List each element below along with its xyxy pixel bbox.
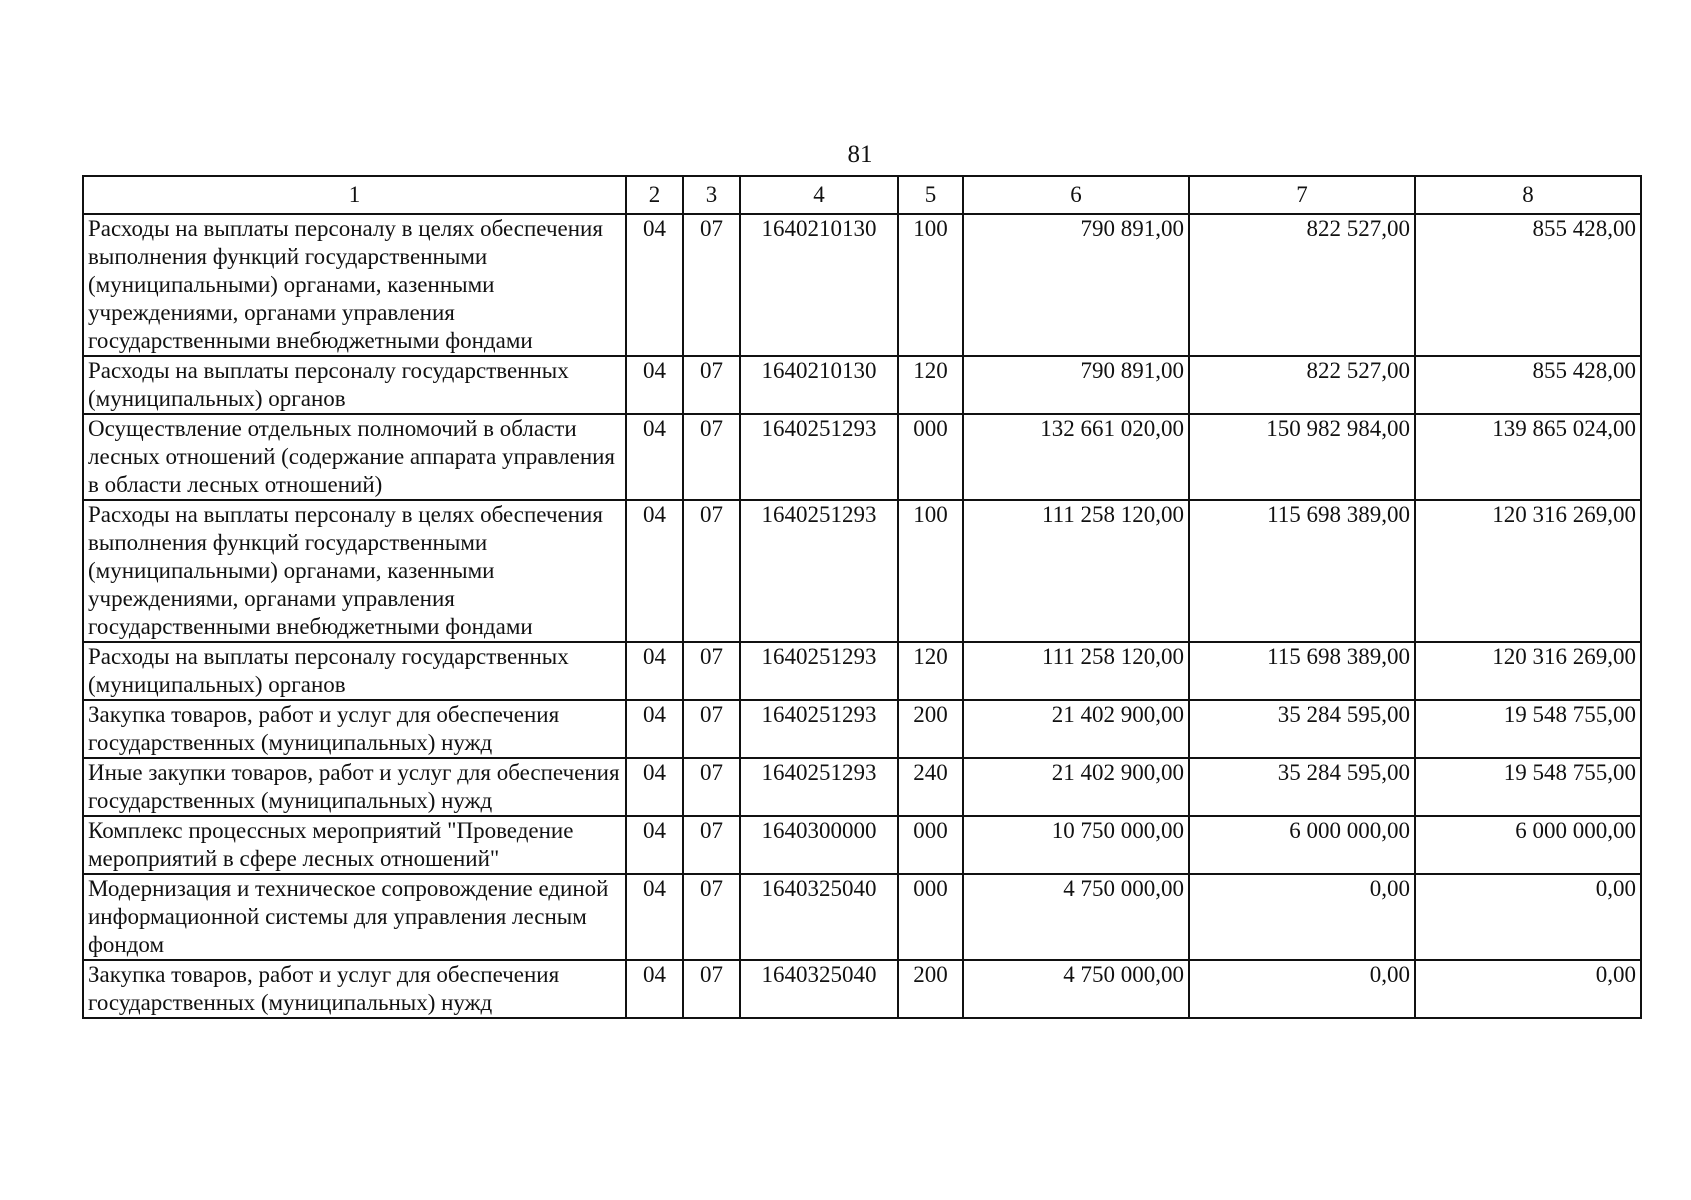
row-subsection: 07 [683,700,740,758]
row-expense-type: 120 [898,356,963,414]
header-cell: 7 [1189,176,1415,214]
row-target-article: 1640251293 [740,758,898,816]
row-amount-col6: 790 891,00 [963,356,1189,414]
row-subsection: 07 [683,500,740,642]
row-target-article: 1640251293 [740,414,898,500]
row-subsection: 07 [683,960,740,1018]
row-section: 04 [626,700,683,758]
row-amount-col7: 115 698 389,00 [1189,642,1415,700]
row-amount-col6: 4 750 000,00 [963,960,1189,1018]
budget-table [82,175,1642,1019]
row-name: Модернизация и техническое сопровождение единой информационной системы для управления лесным фондом [83,874,626,960]
row-section: 04 [626,758,683,816]
table-row [83,758,1641,816]
row-amount-col7: 822 527,00 [1189,356,1415,414]
row-expense-type: 000 [898,874,963,960]
row-subsection: 07 [683,816,740,874]
row-amount-col7: 35 284 595,00 [1189,758,1415,816]
row-amount-col6: 132 661 020,00 [963,414,1189,500]
row-amount-col6: 21 402 900,00 [963,758,1189,816]
row-name: Закупка товаров, работ и услуг для обеспечения государственных (муниципальных) нужд [83,960,626,1018]
row-target-article: 1640251293 [740,500,898,642]
row-target-article: 1640325040 [740,874,898,960]
page-number: 81 [847,141,873,168]
row-section: 04 [626,356,683,414]
row-expense-type: 200 [898,960,963,1018]
row-amount-col7: 150 982 984,00 [1189,414,1415,500]
row-target-article: 1640210130 [740,214,898,356]
row-expense-type: 000 [898,414,963,500]
table-row [83,700,1641,758]
header-cell: 8 [1415,176,1641,214]
table-row [83,214,1641,356]
row-amount-col7: 35 284 595,00 [1189,700,1415,758]
row-section: 04 [626,414,683,500]
row-subsection: 07 [683,874,740,960]
row-section: 04 [626,816,683,874]
table-row [83,414,1641,500]
header-cell: 3 [683,176,740,214]
row-amount-col8: 19 548 755,00 [1415,758,1641,816]
row-amount-col6: 10 750 000,00 [963,816,1189,874]
table-row [83,874,1641,960]
row-section: 04 [626,500,683,642]
row-amount-col7: 0,00 [1189,960,1415,1018]
row-target-article: 1640251293 [740,642,898,700]
table-row [83,500,1641,642]
row-amount-col8: 120 316 269,00 [1415,642,1641,700]
header-cell: 6 [963,176,1189,214]
row-expense-type: 100 [898,500,963,642]
row-target-article: 1640300000 [740,816,898,874]
row-name: Закупка товаров, работ и услуг для обеспечения государственных (муниципальных) нужд [83,700,626,758]
row-section: 04 [626,214,683,356]
row-name: Расходы на выплаты персоналу в целях обеспечения выполнения функций государственными (муниципальными) органами, казенными учреждениями, органами управления государственными внебюджетными фондами [83,214,626,356]
header-cell: 5 [898,176,963,214]
header-row [83,176,1641,214]
row-amount-col6: 4 750 000,00 [963,874,1189,960]
row-subsection: 07 [683,642,740,700]
row-expense-type: 240 [898,758,963,816]
row-amount-col8: 139 865 024,00 [1415,414,1641,500]
row-amount-col7: 6 000 000,00 [1189,816,1415,874]
row-amount-col6: 790 891,00 [963,214,1189,356]
row-name: Осуществление отдельных полномочий в области лесных отношений (содержание аппарата управления в области лесных отношений) [83,414,626,500]
row-amount-col6: 111 258 120,00 [963,500,1189,642]
table-row [83,816,1641,874]
table-row [83,642,1641,700]
row-section: 04 [626,960,683,1018]
row-amount-col8: 0,00 [1415,874,1641,960]
row-amount-col8: 19 548 755,00 [1415,700,1641,758]
row-amount-col7: 822 527,00 [1189,214,1415,356]
row-expense-type: 200 [898,700,963,758]
row-amount-col8: 120 316 269,00 [1415,500,1641,642]
row-expense-type: 120 [898,642,963,700]
row-section: 04 [626,642,683,700]
row-expense-type: 000 [898,816,963,874]
row-expense-type: 100 [898,214,963,356]
row-amount-col7: 0,00 [1189,874,1415,960]
table-row [83,356,1641,414]
row-target-article: 1640210130 [740,356,898,414]
row-amount-col6: 111 258 120,00 [963,642,1189,700]
header-cell: 4 [740,176,898,214]
row-subsection: 07 [683,356,740,414]
row-amount-col8: 855 428,00 [1415,356,1641,414]
row-amount-col7: 115 698 389,00 [1189,500,1415,642]
row-name: Иные закупки товаров, работ и услуг для обеспечения государственных (муниципальных) нужд [83,758,626,816]
row-subsection: 07 [683,758,740,816]
row-name: Расходы на выплаты персоналу в целях обеспечения выполнения функций государственными (муниципальными) органами, казенными учреждениями, органами управления государственными внебюджетными фондами [83,500,626,642]
row-amount-col8: 0,00 [1415,960,1641,1018]
header-cell: 1 [83,176,626,214]
table-row [83,960,1641,1018]
row-subsection: 07 [683,214,740,356]
row-subsection: 07 [683,414,740,500]
row-name: Комплекс процессных мероприятий "Проведение мероприятий в сфере лесных отношений" [83,816,626,874]
row-amount-col6: 21 402 900,00 [963,700,1189,758]
row-name: Расходы на выплаты персоналу государственных (муниципальных) органов [83,356,626,414]
row-target-article: 1640325040 [740,960,898,1018]
header-cell: 2 [626,176,683,214]
row-section: 04 [626,874,683,960]
row-target-article: 1640251293 [740,700,898,758]
row-amount-col8: 855 428,00 [1415,214,1641,356]
row-name: Расходы на выплаты персоналу государственных (муниципальных) органов [83,642,626,700]
row-amount-col8: 6 000 000,00 [1415,816,1641,874]
